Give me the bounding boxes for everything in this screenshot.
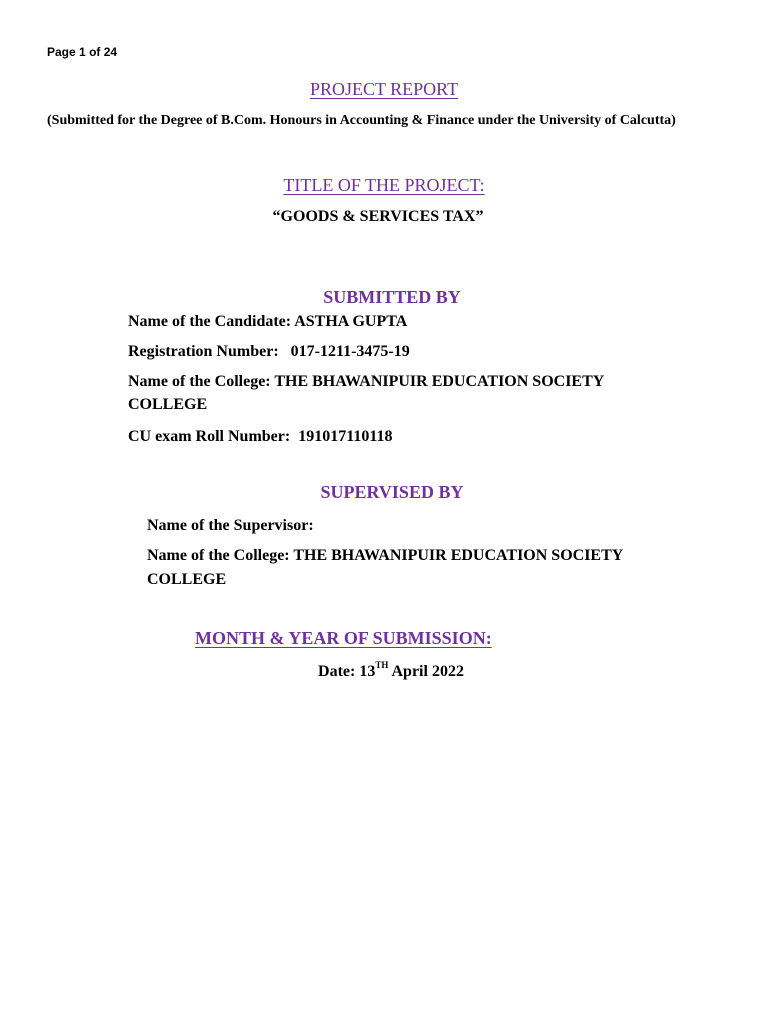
supervisor-college-row-continued: COLLEGE bbox=[147, 571, 227, 588]
supervisor-college-value: THE BHAWANIPUIR EDUCATION SOCIETY bbox=[293, 547, 624, 564]
candidate-name-row bbox=[128, 310, 407, 333]
candidate-name-value: ASTHA GUPTA bbox=[294, 313, 408, 330]
college-row bbox=[128, 370, 604, 393]
date-month-year: April 2022 bbox=[391, 663, 464, 680]
date-day: 13 bbox=[359, 663, 376, 680]
registration-label: Registration Number: bbox=[128, 343, 279, 360]
supervised-by-heading: SUPERVISED BY bbox=[320, 482, 464, 502]
report-title: PROJECT REPORT bbox=[309, 79, 459, 99]
registration-value: 017-1211-3475-19 bbox=[290, 343, 410, 360]
page-number-prefix: Page bbox=[47, 45, 76, 59]
page-number bbox=[47, 45, 117, 59]
project-title-heading: TITLE OF THE PROJECT: bbox=[283, 175, 485, 195]
submission-date bbox=[0, 660, 768, 681]
date-label: Date: bbox=[318, 663, 356, 680]
college-label: Name of the College: bbox=[128, 373, 271, 390]
page-number-current: 1 bbox=[79, 45, 86, 59]
roll-number-row bbox=[128, 425, 392, 448]
roll-number-label: CU exam Roll Number: bbox=[128, 428, 291, 445]
date-day-suffix: TH bbox=[375, 660, 389, 670]
supervisor-name-label: Name of the Supervisor: bbox=[147, 517, 314, 534]
supervisor-college-row bbox=[147, 544, 623, 567]
supervisor-college-label: Name of the College: bbox=[147, 547, 290, 564]
project-title: “GOODS & SERVICES TAX” bbox=[272, 208, 484, 225]
registration-row bbox=[128, 340, 410, 363]
submission-note: (Submitted for the Degree of B.Com. Honours in Accounting & Finance under the University of Calcutta) bbox=[47, 113, 676, 128]
college-value: THE BHAWANIPUIR EDUCATION SOCIETY bbox=[274, 373, 605, 390]
roll-number-value: 191017110118 bbox=[298, 428, 393, 445]
page-number-total: 24 bbox=[103, 45, 118, 59]
page-number-of: of bbox=[89, 45, 101, 59]
submitted-by-heading: SUBMITTED BY bbox=[323, 287, 461, 307]
submission-heading: MONTH & YEAR OF SUBMISSION: bbox=[195, 628, 492, 648]
candidate-name-label: Name of the Candidate: bbox=[128, 313, 292, 330]
college-row-continued: COLLEGE bbox=[128, 396, 208, 413]
